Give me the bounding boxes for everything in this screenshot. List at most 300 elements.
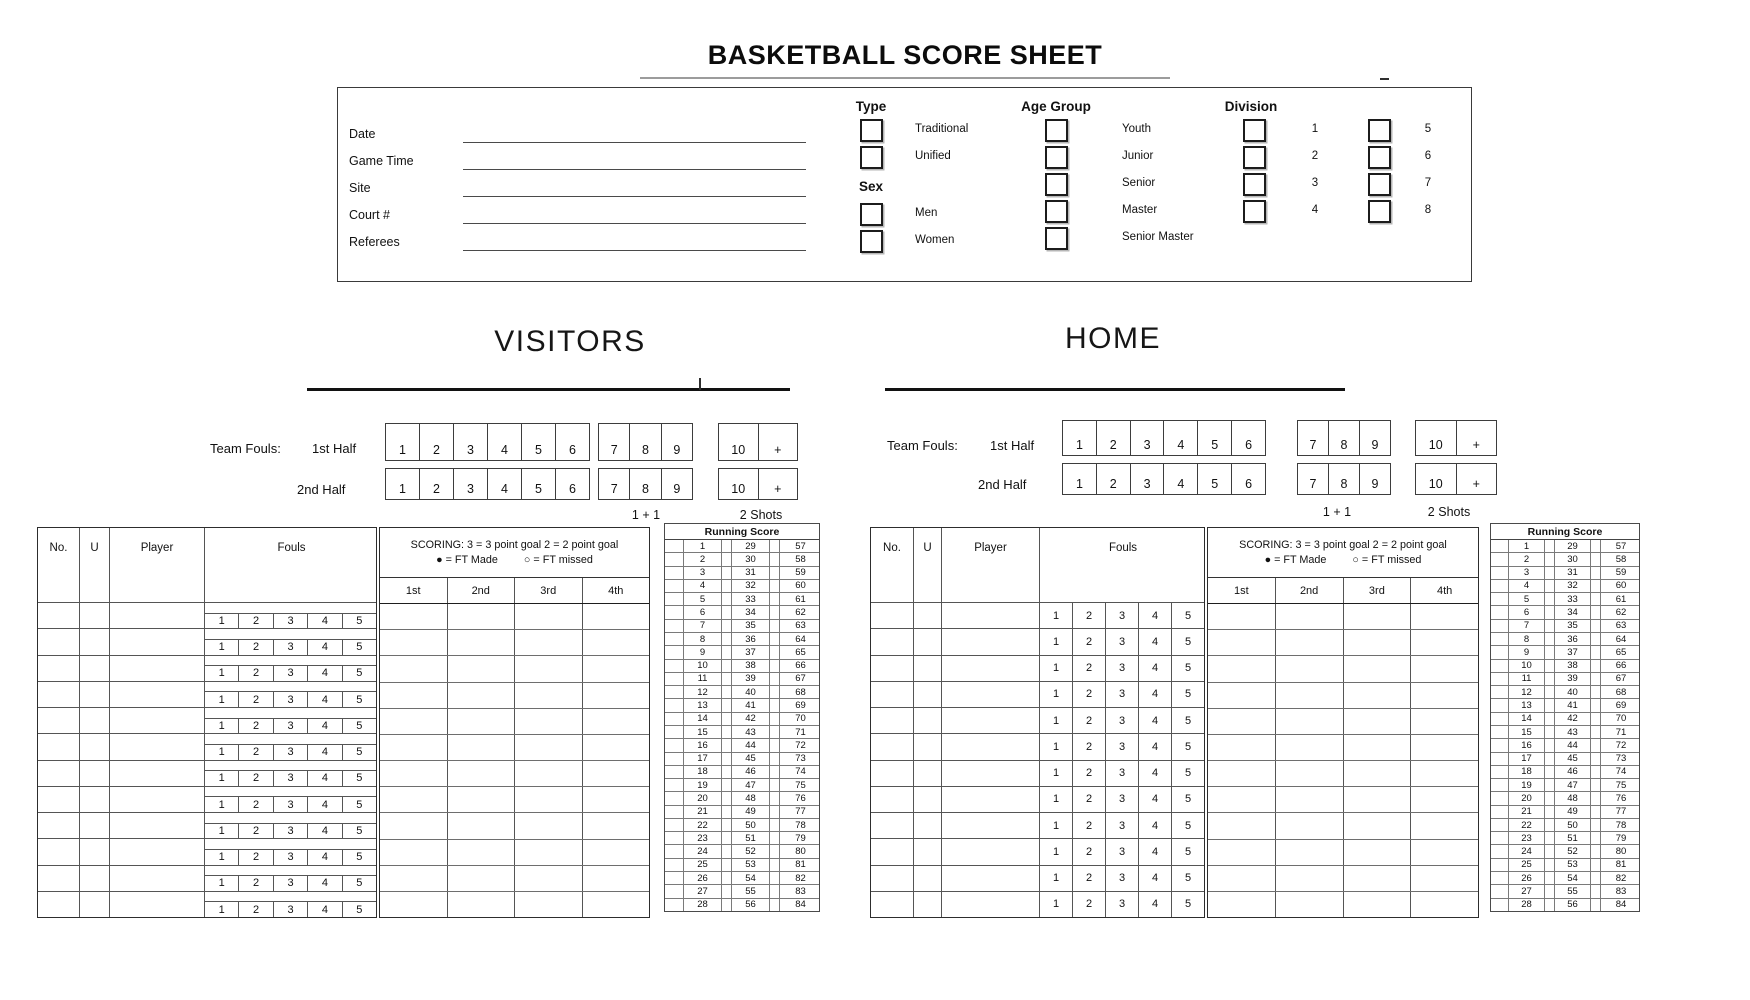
scoring-cell-2nd[interactable]	[1275, 866, 1343, 891]
foul-cell-3[interactable]: 3	[1105, 761, 1138, 786]
player-number-cell[interactable]	[871, 892, 913, 917]
scoring-cell-3rd[interactable]	[514, 840, 582, 865]
scoring-cell-3rd[interactable]	[1343, 709, 1411, 734]
running-score-mark-cell[interactable]	[1491, 885, 1508, 897]
running-score-cell[interactable]: 28	[683, 899, 721, 911]
running-score-cell[interactable]: 1	[1508, 540, 1544, 552]
running-score-cell[interactable]: 49	[1554, 806, 1590, 818]
foul-cell-4[interactable]: 4	[1138, 761, 1171, 786]
running-score-cell[interactable]: 9	[683, 646, 721, 658]
foul-cell-2[interactable]: 2	[238, 691, 272, 707]
running-score-mark-cell[interactable]	[1590, 779, 1600, 791]
player-u-cell[interactable]	[79, 708, 109, 733]
running-score-mark-cell[interactable]	[1590, 713, 1600, 725]
running-score-cell[interactable]: 74	[779, 766, 821, 778]
scoring-cell-1st[interactable]	[380, 735, 447, 760]
running-score-mark-cell[interactable]	[721, 620, 731, 632]
running-score-cell[interactable]: 15	[683, 726, 721, 738]
player-number-cell[interactable]	[871, 603, 913, 628]
running-score-cell[interactable]: 47	[1554, 779, 1590, 791]
scoring-cell-3rd[interactable]	[1343, 656, 1411, 681]
player-u-cell[interactable]	[79, 813, 109, 838]
running-score-mark-cell[interactable]	[1544, 620, 1554, 632]
team-foul-cell-9[interactable]: 9	[1359, 464, 1390, 494]
running-score-cell[interactable]: 82	[779, 872, 821, 884]
running-score-mark-cell[interactable]	[665, 792, 683, 804]
scoring-cell-3rd[interactable]	[514, 683, 582, 708]
running-score-cell[interactable]: 70	[1600, 713, 1641, 725]
scoring-cell-4th[interactable]	[582, 840, 650, 865]
team-foul-cell-1[interactable]: 1	[399, 482, 406, 496]
running-score-mark-cell[interactable]	[1544, 753, 1554, 765]
player-number-cell[interactable]	[38, 682, 79, 707]
running-score-cell[interactable]: 19	[1508, 779, 1544, 791]
running-score-mark-cell[interactable]	[721, 832, 731, 844]
running-score-mark-cell[interactable]	[1544, 646, 1554, 658]
scoring-cell-2nd[interactable]	[447, 787, 515, 812]
field-line-game-time[interactable]	[463, 169, 806, 170]
running-score-mark-cell[interactable]	[1544, 633, 1554, 645]
running-score-cell[interactable]: 59	[1600, 567, 1641, 579]
running-score-cell[interactable]: 40	[1554, 686, 1590, 698]
running-score-mark-cell[interactable]	[1590, 567, 1600, 579]
running-score-cell[interactable]: 42	[731, 713, 769, 725]
running-score-mark-cell[interactable]	[769, 660, 779, 672]
running-score-cell[interactable]: 76	[779, 792, 821, 804]
running-score-cell[interactable]: 68	[1600, 686, 1641, 698]
foul-cell-3[interactable]: 3	[273, 691, 307, 707]
foul-cell-2[interactable]: 2	[1072, 629, 1105, 654]
running-score-cell[interactable]: 32	[731, 580, 769, 592]
running-score-mark-cell[interactable]	[721, 567, 731, 579]
team-foul-cell-5[interactable]: 5	[521, 469, 555, 499]
foul-cell-3[interactable]: 3	[1105, 682, 1138, 707]
player-u-cell[interactable]	[79, 892, 109, 917]
scoring-cell-4th[interactable]	[1410, 840, 1478, 865]
running-score-mark-cell[interactable]	[1491, 859, 1508, 871]
running-score-mark-cell[interactable]	[665, 633, 683, 645]
running-score-cell[interactable]: 25	[1508, 859, 1544, 871]
running-score-cell[interactable]: 65	[1600, 646, 1641, 658]
foul-cell-5[interactable]: 5	[342, 901, 376, 917]
running-score-cell[interactable]: 75	[779, 779, 821, 791]
running-score-mark-cell[interactable]	[1590, 806, 1600, 818]
running-score-mark-cell[interactable]	[721, 792, 731, 804]
team-foul-cell-10[interactable]: 10	[1428, 438, 1443, 452]
scoring-cell-4th[interactable]	[1410, 735, 1478, 760]
running-score-cell[interactable]: 23	[683, 832, 721, 844]
scoring-cell-3rd[interactable]	[514, 892, 582, 917]
team-foul-cell-10[interactable]: 10	[1428, 477, 1443, 491]
running-score-mark-cell[interactable]	[1544, 553, 1554, 565]
running-score-mark-cell[interactable]	[1491, 806, 1508, 818]
running-score-cell[interactable]: 83	[1600, 885, 1641, 897]
foul-cell-4[interactable]: 4	[307, 613, 341, 629]
running-score-cell[interactable]: 19	[683, 779, 721, 791]
foul-cell-3[interactable]: 3	[1105, 708, 1138, 733]
player-u-cell[interactable]	[79, 603, 109, 628]
foul-cell-5[interactable]: 5	[1171, 629, 1204, 654]
running-score-cell[interactable]: 73	[779, 753, 821, 765]
running-score-mark-cell[interactable]	[721, 553, 731, 565]
running-score-cell[interactable]: 16	[683, 739, 721, 751]
player-u-cell[interactable]	[79, 761, 109, 786]
team-foul-cell-4[interactable]: 4	[1163, 421, 1197, 455]
running-score-mark-cell[interactable]	[769, 593, 779, 605]
running-score-mark-cell[interactable]	[1544, 779, 1554, 791]
team-foul-cell-2[interactable]: 2	[419, 424, 453, 460]
foul-cell-5[interactable]: 5	[342, 718, 376, 734]
running-score-mark-cell[interactable]	[665, 872, 683, 884]
running-score-mark-cell[interactable]	[1491, 673, 1508, 685]
foul-cell-4[interactable]: 4	[1138, 839, 1171, 864]
running-score-mark-cell[interactable]	[1491, 739, 1508, 751]
team-name-line-home[interactable]	[885, 388, 1345, 391]
scoring-cell-1st[interactable]	[1208, 735, 1275, 760]
running-score-cell[interactable]: 5	[1508, 593, 1544, 605]
scoring-cell-3rd[interactable]	[1343, 735, 1411, 760]
running-score-mark-cell[interactable]	[721, 660, 731, 672]
player-u-cell[interactable]	[913, 734, 941, 759]
player-name-cell[interactable]	[941, 629, 1039, 654]
running-score-mark-cell[interactable]	[1590, 726, 1600, 738]
running-score-mark-cell[interactable]	[1491, 593, 1508, 605]
scoring-cell-4th[interactable]	[1410, 630, 1478, 655]
scoring-cell-2nd[interactable]	[1275, 630, 1343, 655]
foul-cell-5[interactable]: 5	[1171, 603, 1204, 628]
team-foul-cell-7[interactable]: 7	[610, 482, 618, 496]
running-score-cell[interactable]: 33	[731, 593, 769, 605]
checkbox-division-6[interactable]	[1368, 146, 1391, 169]
team-foul-cell-8[interactable]: 8	[1328, 421, 1359, 455]
scoring-cell-4th[interactable]	[582, 683, 650, 708]
team-foul-cell-10[interactable]: 10	[731, 482, 746, 496]
player-u-cell[interactable]	[79, 787, 109, 812]
scoring-cell-2nd[interactable]	[447, 735, 515, 760]
player-number-cell[interactable]	[871, 734, 913, 759]
team-foul-cell-3[interactable]: 3	[1130, 421, 1164, 455]
scoring-cell-4th[interactable]	[582, 787, 650, 812]
running-score-mark-cell[interactable]	[1491, 899, 1508, 911]
running-score-cell[interactable]: 35	[1554, 620, 1590, 632]
running-score-cell[interactable]: 81	[779, 859, 821, 871]
player-u-cell[interactable]	[913, 629, 941, 654]
running-score-cell[interactable]: 37	[1554, 646, 1590, 658]
scoring-cell-4th[interactable]	[1410, 709, 1478, 734]
running-score-cell[interactable]: 15	[1508, 726, 1544, 738]
running-score-cell[interactable]: 77	[779, 806, 821, 818]
scoring-cell-3rd[interactable]	[1343, 604, 1411, 629]
running-score-cell[interactable]: 70	[779, 713, 821, 725]
running-score-mark-cell[interactable]	[1590, 646, 1600, 658]
running-score-cell[interactable]: 66	[1600, 660, 1641, 672]
running-score-mark-cell[interactable]	[769, 606, 779, 618]
running-score-cell[interactable]: 54	[1554, 872, 1590, 884]
running-score-mark-cell[interactable]	[1590, 660, 1600, 672]
running-score-cell[interactable]: 72	[1600, 739, 1641, 751]
scoring-cell-2nd[interactable]	[1275, 709, 1343, 734]
running-score-cell[interactable]: 55	[731, 885, 769, 897]
foul-cell-4[interactable]: 4	[1138, 656, 1171, 681]
running-score-cell[interactable]: 60	[779, 580, 821, 592]
checkbox-division-5[interactable]	[1368, 119, 1391, 142]
player-u-cell[interactable]	[913, 866, 941, 891]
foul-cell-3[interactable]: 3	[273, 901, 307, 917]
foul-cell-5[interactable]: 5	[342, 849, 376, 865]
foul-cell-5[interactable]: 5	[342, 823, 376, 839]
running-score-cell[interactable]: 59	[779, 567, 821, 579]
running-score-cell[interactable]: 50	[731, 819, 769, 831]
running-score-cell[interactable]: 41	[1554, 699, 1590, 711]
foul-cell-3[interactable]: 3	[1105, 813, 1138, 838]
scoring-cell-4th[interactable]	[582, 656, 650, 681]
running-score-mark-cell[interactable]	[1544, 859, 1554, 871]
running-score-cell[interactable]: 4	[1508, 580, 1544, 592]
scoring-cell-2nd[interactable]	[1275, 656, 1343, 681]
scoring-cell-3rd[interactable]	[1343, 630, 1411, 655]
running-score-cell[interactable]: 25	[683, 859, 721, 871]
running-score-mark-cell[interactable]	[665, 753, 683, 765]
player-name-cell[interactable]	[109, 629, 204, 654]
player-name-cell[interactable]	[109, 682, 204, 707]
running-score-mark-cell[interactable]	[721, 753, 731, 765]
scoring-cell-2nd[interactable]	[1275, 761, 1343, 786]
running-score-cell[interactable]: 79	[1600, 832, 1641, 844]
player-number-cell[interactable]	[871, 866, 913, 891]
player-u-cell[interactable]	[79, 734, 109, 759]
running-score-mark-cell[interactable]	[1590, 753, 1600, 765]
foul-cell-1[interactable]: 1	[205, 875, 238, 891]
running-score-cell[interactable]: 61	[1600, 593, 1641, 605]
team-foul-cell-8[interactable]: 8	[629, 424, 660, 460]
running-score-mark-cell[interactable]	[1491, 633, 1508, 645]
foul-cell-1[interactable]: 1	[205, 849, 238, 865]
running-score-mark-cell[interactable]	[1491, 845, 1508, 857]
running-score-mark-cell[interactable]	[665, 567, 683, 579]
player-u-cell[interactable]	[913, 682, 941, 707]
foul-cell-1[interactable]: 1	[205, 665, 238, 681]
foul-cell-3[interactable]: 3	[1105, 656, 1138, 681]
checkbox-traditional[interactable]	[860, 119, 883, 142]
foul-cell-2[interactable]: 2	[1072, 813, 1105, 838]
running-score-mark-cell[interactable]	[721, 540, 731, 552]
running-score-cell[interactable]: 39	[1554, 673, 1590, 685]
running-score-cell[interactable]: 28	[1508, 899, 1544, 911]
foul-cell-1[interactable]: 1	[205, 901, 238, 917]
running-score-mark-cell[interactable]	[1590, 872, 1600, 884]
scoring-cell-2nd[interactable]	[1275, 813, 1343, 838]
player-name-cell[interactable]	[941, 682, 1039, 707]
checkbox-master[interactable]	[1045, 200, 1068, 223]
team-foul-cell-3[interactable]: 3	[453, 424, 487, 460]
foul-cell-2[interactable]: 2	[238, 849, 272, 865]
checkbox-senior-master[interactable]	[1045, 227, 1068, 250]
scoring-cell-3rd[interactable]	[514, 630, 582, 655]
field-line-date[interactable]	[463, 142, 806, 143]
player-name-cell[interactable]	[109, 866, 204, 891]
foul-cell-3[interactable]: 3	[1105, 734, 1138, 759]
running-score-mark-cell[interactable]	[769, 819, 779, 831]
checkbox-senior[interactable]	[1045, 173, 1068, 196]
running-score-cell[interactable]: 44	[731, 739, 769, 751]
running-score-cell[interactable]: 38	[1554, 660, 1590, 672]
running-score-mark-cell[interactable]	[1590, 832, 1600, 844]
running-score-cell[interactable]: 6	[683, 606, 721, 618]
running-score-cell[interactable]: 71	[779, 726, 821, 738]
team-foul-cell-4[interactable]: 4	[487, 424, 521, 460]
running-score-cell[interactable]: 61	[779, 593, 821, 605]
scoring-cell-1st[interactable]	[1208, 787, 1275, 812]
scoring-cell-1st[interactable]	[380, 709, 447, 734]
foul-cell-2[interactable]: 2	[238, 875, 272, 891]
running-score-cell[interactable]: 27	[1508, 885, 1544, 897]
running-score-mark-cell[interactable]	[1491, 567, 1508, 579]
running-score-mark-cell[interactable]	[721, 580, 731, 592]
scoring-cell-1st[interactable]	[380, 630, 447, 655]
running-score-mark-cell[interactable]	[769, 779, 779, 791]
scoring-cell-4th[interactable]	[1410, 683, 1478, 708]
foul-cell-4[interactable]: 4	[1138, 682, 1171, 707]
scoring-cell-1st[interactable]	[1208, 630, 1275, 655]
scoring-cell-4th[interactable]	[582, 813, 650, 838]
foul-cell-2[interactable]: 2	[238, 613, 272, 629]
running-score-cell[interactable]: 12	[1508, 686, 1544, 698]
player-name-cell[interactable]	[941, 761, 1039, 786]
running-score-mark-cell[interactable]	[769, 872, 779, 884]
running-score-cell[interactable]: 79	[779, 832, 821, 844]
running-score-cell[interactable]: 20	[1508, 792, 1544, 804]
scoring-cell-3rd[interactable]	[514, 709, 582, 734]
running-score-mark-cell[interactable]	[1590, 540, 1600, 552]
running-score-mark-cell[interactable]	[665, 766, 683, 778]
scoring-cell-1st[interactable]	[380, 840, 447, 865]
running-score-cell[interactable]: 33	[1554, 593, 1590, 605]
team-foul-cell-+[interactable]: +	[758, 424, 798, 460]
running-score-cell[interactable]: 80	[779, 845, 821, 857]
scoring-cell-2nd[interactable]	[1275, 683, 1343, 708]
foul-cell-4[interactable]: 4	[307, 796, 341, 812]
scoring-cell-3rd[interactable]	[514, 761, 582, 786]
running-score-cell[interactable]: 42	[1554, 713, 1590, 725]
running-score-mark-cell[interactable]	[769, 859, 779, 871]
scoring-cell-1st[interactable]	[380, 787, 447, 812]
scoring-cell-4th[interactable]	[582, 630, 650, 655]
running-score-mark-cell[interactable]	[769, 633, 779, 645]
player-u-cell[interactable]	[913, 892, 941, 917]
running-score-cell[interactable]: 30	[731, 553, 769, 565]
running-score-cell[interactable]: 54	[731, 872, 769, 884]
running-score-mark-cell[interactable]	[721, 859, 731, 871]
running-score-mark-cell[interactable]	[665, 779, 683, 791]
player-number-cell[interactable]	[871, 787, 913, 812]
running-score-mark-cell[interactable]	[1491, 779, 1508, 791]
running-score-mark-cell[interactable]	[1544, 673, 1554, 685]
foul-cell-1[interactable]: 1	[1052, 740, 1060, 753]
running-score-cell[interactable]: 41	[731, 699, 769, 711]
player-name-cell[interactable]	[941, 892, 1039, 917]
running-score-cell[interactable]: 68	[779, 686, 821, 698]
running-score-mark-cell[interactable]	[1590, 766, 1600, 778]
player-u-cell[interactable]	[913, 761, 941, 786]
running-score-mark-cell[interactable]	[665, 553, 683, 565]
running-score-cell[interactable]: 13	[1508, 699, 1544, 711]
player-number-cell[interactable]	[871, 761, 913, 786]
running-score-cell[interactable]: 37	[731, 646, 769, 658]
foul-cell-4[interactable]: 4	[1138, 603, 1171, 628]
scoring-cell-4th[interactable]	[1410, 604, 1478, 629]
running-score-mark-cell[interactable]	[721, 845, 731, 857]
running-score-mark-cell[interactable]	[665, 673, 683, 685]
running-score-cell[interactable]: 14	[1508, 713, 1544, 725]
running-score-cell[interactable]: 8	[683, 633, 721, 645]
foul-cell-2[interactable]: 2	[1072, 787, 1105, 812]
running-score-mark-cell[interactable]	[721, 673, 731, 685]
foul-cell-3[interactable]: 3	[1105, 866, 1138, 891]
running-score-mark-cell[interactable]	[769, 567, 779, 579]
scoring-cell-1st[interactable]	[380, 761, 447, 786]
running-score-mark-cell[interactable]	[1590, 593, 1600, 605]
running-score-cell[interactable]: 76	[1600, 792, 1641, 804]
running-score-mark-cell[interactable]	[1544, 699, 1554, 711]
scoring-cell-3rd[interactable]	[1343, 787, 1411, 812]
running-score-cell[interactable]: 75	[1600, 779, 1641, 791]
running-score-cell[interactable]: 21	[683, 806, 721, 818]
scoring-cell-2nd[interactable]	[447, 656, 515, 681]
running-score-cell[interactable]: 31	[1554, 567, 1590, 579]
running-score-mark-cell[interactable]	[1491, 553, 1508, 565]
scoring-cell-3rd[interactable]	[1343, 813, 1411, 838]
foul-cell-1[interactable]: 1	[1052, 767, 1060, 780]
foul-cell-5[interactable]: 5	[342, 744, 376, 760]
running-score-cell[interactable]: 7	[1508, 620, 1544, 632]
running-score-cell[interactable]: 31	[731, 567, 769, 579]
player-name-cell[interactable]	[109, 656, 204, 681]
player-name-cell[interactable]	[109, 813, 204, 838]
running-score-mark-cell[interactable]	[665, 819, 683, 831]
player-name-cell[interactable]	[941, 813, 1039, 838]
running-score-mark-cell[interactable]	[665, 593, 683, 605]
checkbox-unified[interactable]	[860, 146, 883, 169]
running-score-mark-cell[interactable]	[665, 845, 683, 857]
foul-cell-3[interactable]: 3	[273, 718, 307, 734]
scoring-cell-1st[interactable]	[1208, 709, 1275, 734]
foul-cell-4[interactable]: 4	[307, 744, 341, 760]
team-foul-cell-5[interactable]: 5	[1197, 464, 1231, 494]
running-score-mark-cell[interactable]	[1590, 580, 1600, 592]
running-score-cell[interactable]: 81	[1600, 859, 1641, 871]
foul-cell-2[interactable]: 2	[1072, 761, 1105, 786]
scoring-cell-4th[interactable]	[1410, 892, 1478, 917]
running-score-cell[interactable]: 24	[683, 845, 721, 857]
running-score-mark-cell[interactable]	[665, 540, 683, 552]
scoring-cell-3rd[interactable]	[514, 735, 582, 760]
running-score-cell[interactable]: 65	[779, 646, 821, 658]
running-score-cell[interactable]: 7	[683, 620, 721, 632]
player-u-cell[interactable]	[79, 656, 109, 681]
running-score-cell[interactable]: 78	[1600, 819, 1641, 831]
foul-cell-3[interactable]: 3	[273, 613, 307, 629]
player-name-cell[interactable]	[941, 866, 1039, 891]
running-score-cell[interactable]: 48	[731, 792, 769, 804]
running-score-mark-cell[interactable]	[769, 713, 779, 725]
running-score-mark-cell[interactable]	[1590, 553, 1600, 565]
foul-cell-1[interactable]: 1	[205, 744, 238, 760]
running-score-cell[interactable]: 71	[1600, 726, 1641, 738]
team-foul-cell-8[interactable]: 8	[1328, 464, 1359, 494]
running-score-cell[interactable]: 45	[1554, 753, 1590, 765]
running-score-cell[interactable]: 67	[779, 673, 821, 685]
running-score-mark-cell[interactable]	[769, 686, 779, 698]
